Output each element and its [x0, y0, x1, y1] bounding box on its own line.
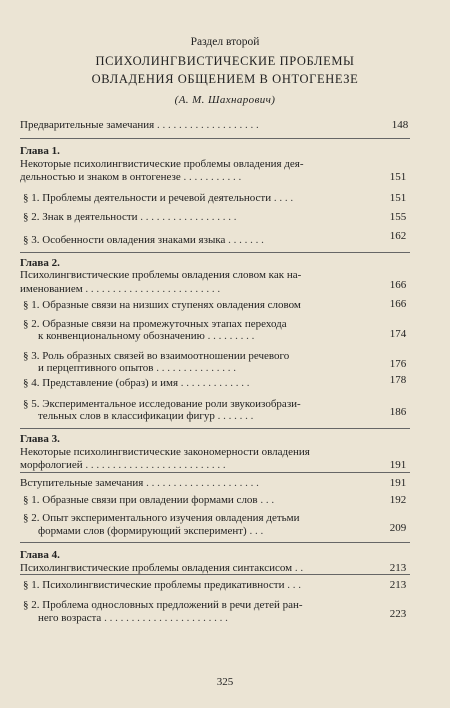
toc-entry-text: него возраста . . . . . . . . . . . . . . . . . . . . . . . — [38, 612, 228, 624]
chapter-title-line: Некоторые психолингвистические проблемы овладения дея- — [20, 158, 304, 170]
toc-entry-text: § 1. Образные связи на низших ступенях овладения словом — [23, 299, 301, 311]
toc-entry-text: § 4. Представление (образ) и имя . . . . . . . . . . . . . — [23, 377, 250, 389]
divider — [20, 428, 410, 429]
toc-entry-text: и перцептивного опытов . . . . . . . . . . . . . . . — [38, 362, 236, 374]
chapter-3-title — [0, 445, 450, 459]
chapter-3-title-cont — [0, 458, 450, 472]
toc-entry-text: § 1. Психолингвистические проблемы предикативности . . . — [23, 579, 301, 591]
toc-entry-text: § 2. Опыт экспериментального изучения овладения детьми — [23, 512, 300, 524]
toc-page-number: 151 — [389, 171, 407, 183]
toc-entry-text: § 2. Образные связи на промежуточных этапах перехода — [23, 318, 287, 330]
toc-entry-1-3 — [0, 230, 450, 247]
toc-entry-text: § 3. Особенности овладения знаками языка . . . . . . . — [23, 234, 264, 246]
chapter-3-label: Глава 3. — [20, 433, 60, 445]
toc-page-number: 166 — [389, 279, 407, 291]
toc-page-number: 223 — [389, 608, 407, 620]
toc-entry-1-1 — [0, 191, 450, 205]
toc-entry-text: § 1. Проблемы деятельности и речевой деятельности . . . . — [23, 192, 294, 204]
toc-entry-2-1 — [0, 298, 450, 312]
toc-page-number: 148 — [391, 119, 409, 131]
toc-page-number: 213 — [389, 579, 407, 591]
toc-entry-text: Предварительные замечания . . . . . . . . . . . . . . . . . . . — [20, 119, 259, 131]
divider — [20, 138, 410, 139]
section-title-line-1: ПСИХОЛИНГВИСТИЧЕСКИЕ ПРОБЛЕМЫ — [95, 54, 355, 68]
toc-entry-text: § 3. Роль образных связей во взаимоотношении речевого — [23, 350, 290, 362]
toc-page-number: 209 — [389, 522, 407, 534]
toc-entry-4-1 — [0, 578, 450, 592]
toc-entry-2-5-cont — [0, 406, 450, 423]
divider — [20, 542, 410, 543]
chapter-2-title-cont — [0, 279, 450, 296]
section-title-line-2: ОВЛАДЕНИЯ ОБЩЕНИЕМ В ОНТОГЕНЕЗЕ — [91, 72, 359, 86]
chapter-title-line: Психолингвистические проблемы овладения словом как на- — [20, 269, 302, 281]
chapter-1-label: Глава 1. — [20, 145, 60, 157]
toc-page-number: 192 — [389, 494, 407, 506]
toc-page-number: 213 — [389, 562, 407, 574]
toc-page-number: 178 — [389, 374, 407, 386]
chapter-1-title-cont — [0, 170, 450, 184]
toc-entry-text: тельных слов в классификации фигур . . . . . . . — [38, 410, 254, 422]
chapter-title-line: Психолингвистические проблемы овладения синтаксисом . . — [20, 562, 304, 574]
toc-entry-2-2-cont — [0, 329, 450, 343]
toc-page-number: 176 — [389, 358, 407, 370]
chapter-title-line: Некоторые психолингвистические закономерности овладения — [20, 446, 310, 458]
toc-entry-3-1 — [0, 493, 450, 507]
toc-entry-4-2-cont — [0, 608, 450, 625]
toc-page-number: 166 — [389, 298, 407, 310]
page-number: 325 — [216, 676, 234, 688]
toc-entry-1-2 — [0, 210, 450, 224]
toc-entry-text: § 1. Образные связи при овладении формами слов . . . — [23, 494, 275, 506]
toc-page-number: 155 — [389, 211, 407, 223]
toc-page-number: 162 — [389, 230, 407, 242]
chapter-1-title — [0, 157, 450, 171]
divider — [20, 472, 410, 473]
chapter-4-label: Глава 4. — [20, 549, 60, 561]
chapter-2-label: Глава 2. — [20, 257, 60, 269]
toc-entry-text: к конвенциональному обозначению . . . . . . . . . — [38, 330, 255, 342]
chapter-title-line: морфологией . . . . . . . . . . . . . . . . . . . . . . . . . . — [20, 459, 226, 471]
divider — [20, 252, 410, 253]
toc-page-number: 191 — [389, 459, 407, 471]
divider — [20, 574, 410, 575]
toc-page-number: 151 — [389, 192, 407, 204]
toc-entry-preface — [0, 118, 450, 132]
chapter-4-title — [0, 561, 450, 575]
chapter-title-line: дельностью и знаком в онтогенезе . . . . . . . . . . . — [20, 171, 242, 183]
toc-entry-3-intro — [0, 476, 450, 490]
toc-entry-2-4 — [0, 376, 450, 390]
chapter-title-line: именованием . . . . . . . . . . . . . . . . . . . . . . . . . — [20, 283, 221, 295]
toc-entry-text: § 2. Знак в деятельности . . . . . . . . . . . . . . . . . . — [23, 211, 237, 223]
toc-page-number: 186 — [389, 406, 407, 418]
author-name: (А. М. Шахнарович) — [174, 94, 276, 106]
toc-entry-text: § 2. Проблема однословных предложений в речи детей ран- — [23, 599, 303, 611]
toc-entry-text: Вступительные замечания . . . . . . . . . . . . . . . . . . . . . — [20, 477, 259, 489]
toc-entry-3-2-cont — [0, 524, 450, 538]
section-heading: Раздел второй — [190, 36, 260, 48]
toc-page-number: 191 — [389, 477, 407, 489]
toc-entry-text: формами слов (формирующий эксперимент) . . . — [38, 525, 264, 537]
toc-entry-text: § 5. Экспериментальное исследование роли звукоизобрази- — [23, 398, 301, 410]
toc-page-number: 174 — [389, 328, 407, 340]
